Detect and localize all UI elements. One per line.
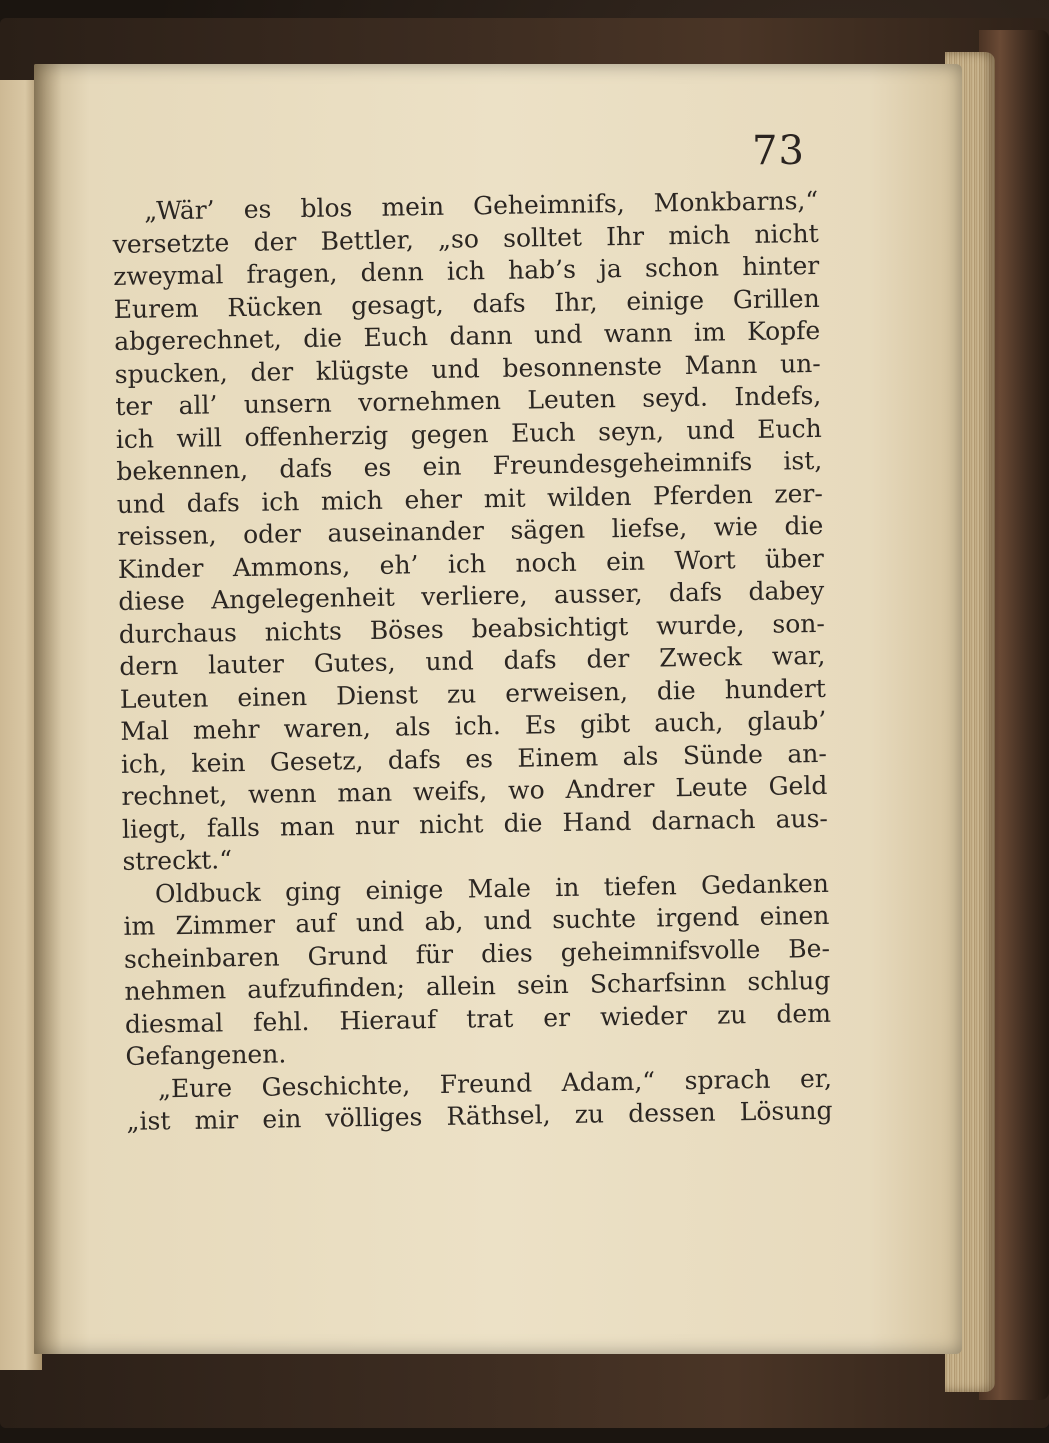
text-line: und dafs ich mich eher mit wilden Pferden zer- <box>116 478 823 519</box>
text-line: Leuten einen Dienst zu erweisen, die hundert <box>119 673 827 714</box>
gutter-shadow <box>34 64 62 1354</box>
text-line: reissen, oder auseinander sägen liefse, wie die <box>117 510 824 551</box>
text-line: im Zimmer auf und ab, und suchte irgend einen <box>123 900 830 941</box>
text-line: liegt, falls man nur nicht die Hand darnach aus- <box>121 803 829 844</box>
text-line: durchaus nichts Böses beabsichtigt wurde, son- <box>118 608 826 649</box>
text-line: streckt.“ <box>122 845 233 876</box>
text-line: versetzte der Bettler, „so solltet Ihr mich nicht <box>112 218 819 259</box>
text-line: rechnet, wenn man weifs, wo Andrer Leute Geld <box>121 770 828 811</box>
text-line: abgerechnet, die Euch dann und wann im Kopfe <box>114 315 821 356</box>
page-number: 73 <box>752 128 805 174</box>
text-line: ich will offenherzig gegen Euch seyn, und Euch <box>115 413 822 454</box>
text-line: Oldbuck ging einige Male in tiefen Gedanken <box>154 868 830 908</box>
text-line: bekennen, dafs es ein Freundesgeheimnifs ist, <box>116 445 823 486</box>
page-body-text <box>112 185 833 1138</box>
text-line: „ist mir ein völliges Räthsel, zu dessen Lösung <box>126 1095 833 1136</box>
text-line: nehmen aufzufinden; allein sein Scharfsinn schlug <box>124 965 831 1006</box>
text-line: scheinbaren Grund für dies geheimnifsvolle Be- <box>123 933 831 974</box>
text-line: diese Angelegenheit verliere, ausser, dafs dabey <box>118 575 825 616</box>
text-line: zweymal fragen, denn ich hab’s ja schon hinter <box>113 250 820 291</box>
text-line: „Wär’ es blos mein Geheimnifs, Monkbarns,“ <box>144 185 819 226</box>
text-line: „Eure Geschichte, Freund Adam,“ sprach er, <box>157 1063 833 1103</box>
text-line: ich, kein Gesetz, dafs es Einem als Sünde an- <box>120 738 828 779</box>
text-line: Eurem Rücken gesagt, dafs Ihr, einige Grillen <box>113 283 820 324</box>
text-line: dern lauter Gutes, und dafs der Zweck war, <box>119 640 826 681</box>
text-line: spucken, der klügste und besonnenste Mann un- <box>114 348 821 389</box>
text-line: Gefangenen. <box>125 1039 287 1071</box>
text-line: Mal mehr waren, als ich. Es gibt auch, glaub’ <box>120 705 827 746</box>
text-line: diesmal fehl. Hierauf trat er wieder zu dem <box>124 998 832 1039</box>
text-line: ter all’ unsern vornehmen Leuten seyd. Indefs, <box>115 380 822 421</box>
text-line: Kinder Ammons, eh’ ich noch ein Wort über <box>117 543 824 584</box>
